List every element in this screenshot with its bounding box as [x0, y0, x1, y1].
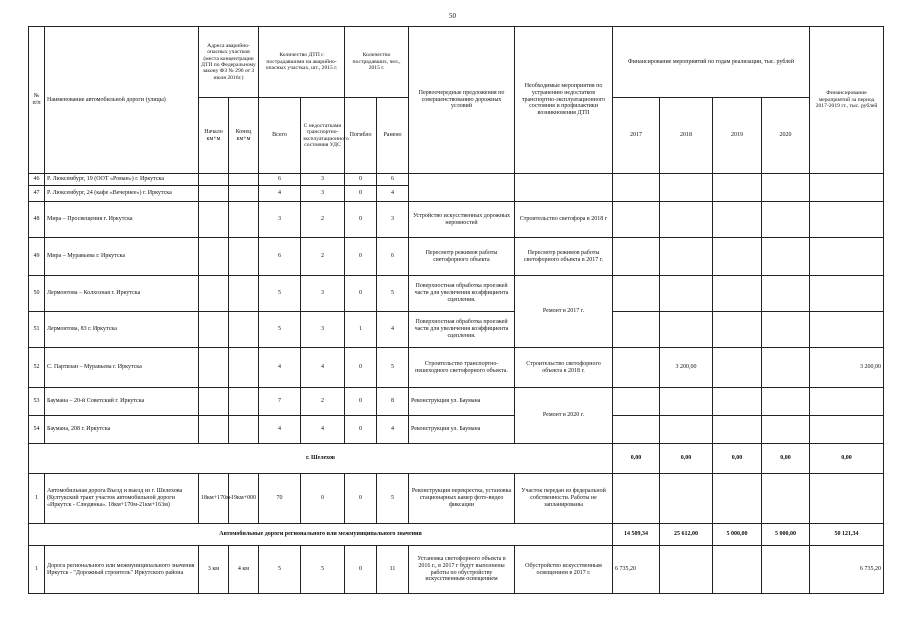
measures-cell: Пересмотр режимов работы светофорного объекта в 2017 г.: [515, 238, 613, 276]
row-number: 1: [29, 546, 45, 594]
start-cell: [199, 348, 229, 388]
dtp-total: 5: [259, 546, 301, 594]
col-died-header: Погибло: [345, 98, 377, 174]
table-row: [29, 348, 884, 388]
row-number: 46: [29, 174, 45, 186]
row-number: 49: [29, 238, 45, 276]
col-victims-header: Количество пострадавших, чел., 2015 г.: [345, 27, 409, 98]
died: 0: [345, 416, 377, 444]
dtp-total: 6: [259, 238, 301, 276]
table-row: [29, 174, 884, 186]
start-cell: [199, 174, 229, 186]
road-name: Р. Люксембург, 24 (кафе «Вечернее») г. Иркутска: [45, 186, 199, 202]
section-title: Автомобильные дороги регионального или межмуниципального значения: [29, 524, 613, 546]
dtp-total: 7: [259, 388, 301, 416]
road-name: Автомобильная дорога Въезд и выезд из г. Шелехова (Култукский тракт участок автомобильной дороги «Иркутск - Слюдянка». 18км+170м-21км+163м): [45, 474, 199, 524]
end-cell: [229, 416, 259, 444]
died: 0: [345, 276, 377, 312]
died: 0: [345, 388, 377, 416]
died: 0: [345, 474, 377, 524]
injured: 5: [377, 474, 409, 524]
table-row: [29, 416, 884, 444]
col-dtp-uds-header: С недостатками транспортно-эксплуатационного состояния УДС: [301, 98, 345, 174]
priority-cell: Устройство искусственных дорожных неровностей: [409, 202, 515, 238]
measures-cell: Обустройство искусственным освещением в 2017 г.: [515, 546, 613, 594]
dtp-uds: 4: [301, 416, 345, 444]
table-row: [29, 312, 884, 348]
row-number: 48: [29, 202, 45, 238]
dtp-total: 5: [259, 276, 301, 312]
dtp-total: 4: [259, 416, 301, 444]
dtp-total: 6: [259, 174, 301, 186]
f2018-cell: 3 200,00: [660, 348, 713, 388]
start-cell: [199, 312, 229, 348]
start-cell: [199, 202, 229, 238]
section-row-shelekhov: [29, 444, 884, 474]
died: 1: [345, 312, 377, 348]
f2020-cell: [762, 174, 810, 202]
road-name: С. Партизан – Муравьева г. Иркутска: [45, 348, 199, 388]
injured: 4: [377, 312, 409, 348]
measures-merged-cell: Ремонт в 2017 г.: [515, 276, 613, 348]
start-cell: [199, 238, 229, 276]
priority-cell: Реконструкция ул. Баумана: [409, 388, 515, 416]
end-cell: [229, 186, 259, 202]
end-cell: 4 км: [229, 546, 259, 594]
ftotal-cell: 0,00: [810, 444, 884, 474]
row-number: 50: [29, 276, 45, 312]
f2017-cell: 6 735,20: [613, 546, 660, 594]
col-end-header: Конец км+м: [229, 98, 259, 174]
end-cell: [229, 348, 259, 388]
injured: 8: [377, 388, 409, 416]
row-number: 52: [29, 348, 45, 388]
table-row: [29, 276, 884, 312]
priority-cell: Установка светофорного объекта в 2016 г., в 2017 г будут выполнены работы по обустройству искусственным освещением: [409, 546, 515, 594]
row-number: 1: [29, 474, 45, 524]
priority-cell: [409, 174, 515, 202]
col-name-header: Наименование автомобильной дороги (улицы): [45, 27, 199, 174]
f2019-cell: 5 000,00: [713, 524, 762, 546]
dtp-uds: 0: [301, 474, 345, 524]
priority-cell: Реконструкция перекрестка, установка стационарных камер фото-видео фиксации: [409, 474, 515, 524]
col-dtp-total-header: Всего: [259, 98, 301, 174]
f2020-cell: 5 000,00: [762, 524, 810, 546]
ftotal-cell: 3 200,00: [810, 348, 884, 388]
col-dtp-header: Количество ДТП с пострадавшими на аварийно-опасных участках, шт., 2015 г.: [259, 27, 345, 98]
dtp-total: 3: [259, 202, 301, 238]
section-title: г. Шелехов: [29, 444, 613, 474]
start-cell: [199, 186, 229, 202]
ftotal-cell: [810, 174, 884, 202]
f2020-cell: 0,00: [762, 444, 810, 474]
road-name: Лермонтова – Колхозная г. Иркутска: [45, 276, 199, 312]
start-cell: [199, 388, 229, 416]
end-cell: [229, 174, 259, 186]
col-measures-header: Необходимые мероприятия по устранению недостатков транспортно-эксплуатационного состояния и профилактики возникновения ДТП: [515, 27, 613, 174]
injured: 6: [377, 238, 409, 276]
f2019-cell: [713, 174, 762, 202]
end-cell: [229, 202, 259, 238]
f2017-cell: 14 509,34: [613, 524, 660, 546]
dtp-total: 5: [259, 312, 301, 348]
measures-cell: [515, 174, 613, 202]
table-row: [29, 238, 884, 276]
dtp-uds: 3: [301, 186, 345, 202]
dtp-uds: 3: [301, 312, 345, 348]
table-row: [29, 388, 884, 416]
priority-cell: Реконструкция ул. Баумана: [409, 416, 515, 444]
road-name: Мира – Просвещения г. Иркутска: [45, 202, 199, 238]
priority-cell: Поверхностная обработка проезжей части для увеличения коэффициента сцепления.: [409, 276, 515, 312]
died: 0: [345, 238, 377, 276]
col-num-header: № п/п: [29, 27, 45, 174]
col-priority-header: Первоочередные предложения по совершенствованию дорожных условий: [409, 27, 515, 174]
col-2017-header: 2017: [613, 98, 660, 174]
f2019-cell: 0,00: [713, 444, 762, 474]
died: 0: [345, 546, 377, 594]
row-number: 53: [29, 388, 45, 416]
col-funding-years-header: Финансирование мероприятий по годам реализации, тыс. рублей: [613, 27, 810, 98]
died: 0: [345, 174, 377, 186]
road-name: Дорога регионального или межмуниципального значения Иркутск - "Дорожный строитель" Иркутского района: [45, 546, 199, 594]
injured: 11: [377, 546, 409, 594]
start-cell: [199, 416, 229, 444]
died: 0: [345, 202, 377, 238]
injured: 6: [377, 174, 409, 186]
start-cell: 18км+170м-: [199, 474, 229, 524]
injured: 3: [377, 202, 409, 238]
measures-cell: Строительство светофорного объекта в 2018 г.: [515, 348, 613, 388]
measures-merged-cell: Ремонт в 2020 г.: [515, 388, 613, 444]
start-cell: [199, 276, 229, 312]
row-number: 54: [29, 416, 45, 444]
road-name: Лермонтова, 83 г. Иркутска: [45, 312, 199, 348]
col-address-header: Адреса аварийно-опасных участков (места концентрации ДТП по Федеральному закону ФЗ № 296 от 3 июля 2016г.): [199, 27, 259, 98]
ftotal-cell: 50 121,34: [810, 524, 884, 546]
row-number: 47: [29, 186, 45, 202]
dtp-total: 4: [259, 186, 301, 202]
injured: 4: [377, 416, 409, 444]
road-name: Р. Люксембург, 19 (ООТ «Роман») г. Иркутска: [45, 174, 199, 186]
dtp-uds: 2: [301, 388, 345, 416]
priority-cell: Строительство транспортно-пешеходного светофорного объекта.: [409, 348, 515, 388]
header-row-top: [29, 27, 884, 98]
section-row-regional: [29, 524, 884, 546]
dtp-uds: 4: [301, 348, 345, 388]
col-2019-header: 2019: [713, 98, 762, 174]
end-cell: [229, 388, 259, 416]
measures-cell: Строительство светофора в 2018 г: [515, 202, 613, 238]
accident-sites-table: [28, 26, 884, 594]
f2018-cell: 25 612,00: [660, 524, 713, 546]
dtp-uds: 3: [301, 276, 345, 312]
road-name: Баумана, 208 г. Иркутска: [45, 416, 199, 444]
died: 0: [345, 186, 377, 202]
road-name: Мира – Муравьева г. Иркутска: [45, 238, 199, 276]
dtp-uds: 2: [301, 238, 345, 276]
row-number: 51: [29, 312, 45, 348]
end-cell: [229, 276, 259, 312]
injured: 5: [377, 276, 409, 312]
table-row: [29, 202, 884, 238]
col-start-header: Начало км+м: [199, 98, 229, 174]
col-injured-header: Ранено: [377, 98, 409, 174]
died: 0: [345, 348, 377, 388]
dtp-total: 4: [259, 348, 301, 388]
f2018-cell: [660, 174, 713, 202]
col-2018-header: 2018: [660, 98, 713, 174]
priority-cell: Пересмотр режимов работы светофорного объекта: [409, 238, 515, 276]
f2017-cell: 0,00: [613, 444, 660, 474]
start-cell: 3 км: [199, 546, 229, 594]
table-row: [29, 474, 884, 524]
table-row: [29, 546, 884, 594]
col-funding-total-header: Финансирование мероприятий за период 2017-2019 гг., тыс. рублей: [810, 27, 884, 174]
page-number: 50: [449, 12, 456, 20]
dtp-total: 70: [259, 474, 301, 524]
end-cell: [229, 312, 259, 348]
dtp-uds: 3: [301, 174, 345, 186]
dtp-uds: 5: [301, 546, 345, 594]
end-cell: [229, 238, 259, 276]
dtp-uds: 2: [301, 202, 345, 238]
ftotal-cell: 6 735,20: [810, 546, 884, 594]
injured: 4: [377, 186, 409, 202]
priority-cell: Поверхностная обработка проезжей части для увеличения коэффициента сцепления.: [409, 312, 515, 348]
road-name: Баумана – 20-й Советский г. Иркутска: [45, 388, 199, 416]
f2018-cell: 0,00: [660, 444, 713, 474]
end-cell: 19км+000: [229, 474, 259, 524]
col-2020-header: 2020: [762, 98, 810, 174]
f2017-cell: [613, 174, 660, 202]
measures-cell: Участок передан из федеральной собственности. Работы не запланированы: [515, 474, 613, 524]
injured: 5: [377, 348, 409, 388]
